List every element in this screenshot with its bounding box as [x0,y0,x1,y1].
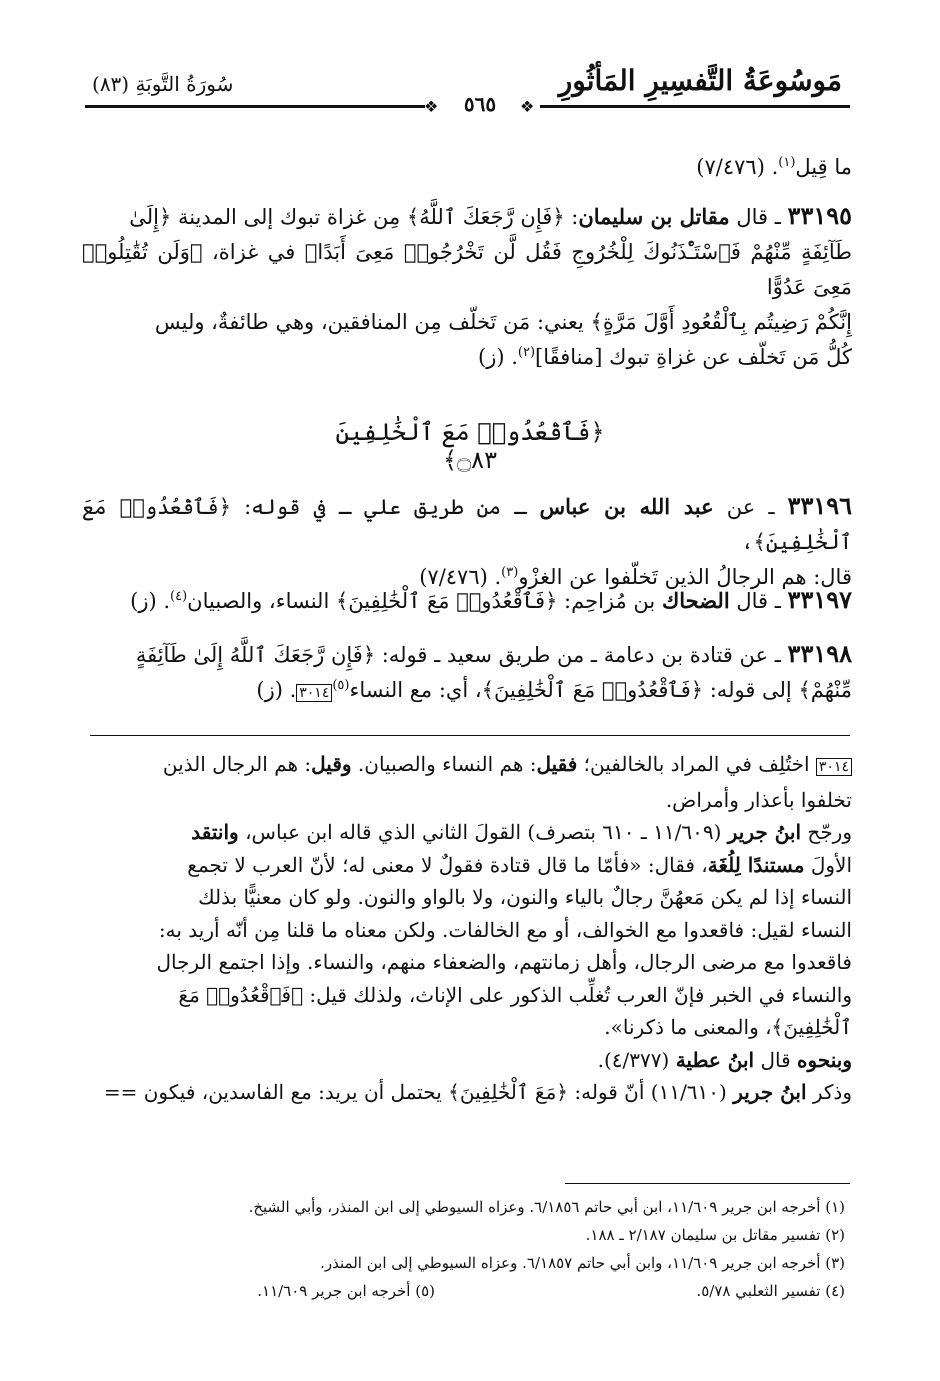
footnote-2: (٢) تفسير مقاتل بن سليمان ٢/١٨٧ ـ ١٨٨. [585,1226,845,1244]
narration-33195: ٣٣١٩٥ ـ قال مقاتل بن سليمان: ﴿فَإِن رَّجَعَكَ ٱللَّهُ﴾ مِن غزاة تبوك إلى المدينة ﴿إِلَىٰ طَآئِفَةٍ مِّنْهُمْ فَٱسْتَـْٔذَنُوكَ لِلْخُرُوجِ فَقُل لَّن تَخْرُجُوا۟ مَعِىَ أَبَدًا﴾ في غزاة، ﴿وَلَن تُقَٰتِلُوا۟ مَعِىَ عَدُوًّا إِنَّكُمْ رَضِيتُم بِٱلْقُعُودِ أَوَّلَ مَرَّةٍ﴾ يعني: مَن تَخلّف مِن المنافقين، وهي طائفةٌ، وليس كُلُّ مَن تَخلّف عن غزاةِ تبوك [منافقًا]$^{(٢)}$. (ز) [82,201,852,369]
cross-reference-box: ٣٠١٤ [816,758,852,776]
narrator-name: الضحاك [661,588,730,613]
book-title: مَوسُوعَةُ التَّفسِيرِ المَأثُورِ [558,64,842,97]
footnote-4: (٤) تفسير الثعلبي ٥/٧٨. [696,1282,845,1300]
footnote-separator [565,1183,850,1184]
footnote-3: (٣) أخرجه ابن جرير ١١/٦٠٩، وابن أبي حاتم ٦/١٨٥٧. وعزاه السيوطي إلى ابن المنذر. [320,1254,845,1272]
footnotes [85,1193,845,1305]
footnote-5: (٥) أخرجه ابن جرير ١١/٦٠٩. [257,1282,435,1300]
footnote-ref: (١) [778,155,796,170]
surah-title: سُورَةُ التَّوبَةِ (٨٣) [92,72,234,96]
paragraph-continuation: ما قِيل$^{(١)}$. (٧/٤٧٦) [696,155,852,179]
narration-33197: ٣٣١٩٧ ـ قال الضحاك بن مُزاحِم: ﴿فَٱقْعُدُوا۟ مَعَ ٱلْخَٰلِفِينَ﴾ النساء، والصبيان$^{(٤)}$. (ز) [130,585,852,614]
narrator-name: مقاتل بن سليمان [578,204,730,229]
verse-heading: ﴿فَٱقْعُدُوا۟ مَعَ ٱلْخَٰلِفِينَ ۝٨٣﴾ [335,418,605,474]
narrator-name: عبد الله بن عباس [539,494,714,519]
narration-number: ٣٣١٩٦ [787,491,852,520]
narration-33196: ٣٣١٩٦ ـ عن عبد الله بن عباس ـ من طريق علي ـ في قوله: ﴿فَٱقْعُدُوا۟ مَعَ ٱلْخَٰلِفِينَ﴾، قال: هم الرجالُ الذين تَخلّفوا عن الغزْو$^{(٣)}$. (٧/٤٧٦) [82,491,852,589]
narration-number: ٣٣١٩٥ [787,201,852,230]
footnote-row-4-5 [85,1277,845,1305]
footnote-ref: (٤) [170,589,188,604]
page-number: ٥٦٥ [463,92,497,116]
ornament-icon: ❖ [520,97,535,116]
ornament-icon: ❖ [424,97,439,116]
note-separator [90,735,850,736]
header-rule-left [85,105,425,108]
narration-33198: ٣٣١٩٨ ـ عن قتادة بن دعامة ـ من طريق سعيد ـ قوله: ﴿فَإِن رَّجَعَكَ ٱللَّهُ إِلَىٰ طَآئِفَةٍ مِّنْهُمْ﴾ إلى قوله: ﴿فَٱقْعُدُوا۟ مَعَ ٱلْخَٰلِفِينَ﴾، أي: مع النساء$^{(٥)}$٣٠١٤. (ز) [135,639,852,702]
footnote-ref: (٣) [501,565,519,580]
footnote-ref: (٥) [332,678,350,693]
footnote-1: (١) أخرجه ابن جرير ١١/٦٠٩، ابن أبي حاتم ٦/١٨٥٦. وعزاه السيوطي إلى ابن المنذر، وأبي الشيخ. [248,1198,845,1216]
cross-reference-box: ٣٠١٤ [296,684,332,702]
commentary-note: ٣٠١٤ اختُلِف في المراد بالخالفين؛ فقيل: هم النساء والصبيان. وقيل: هم الرجال الذين تخلفوا بأعذار وأمراض. ورجّح ابنُ جرير (١١/٦٠٩ ـ ٦١٠ بتصرف) القولَ الثاني الذي قاله ابن عباس، وانتقد الأولَ مستندًا لِلُغَة، فقال: «فأمّا ما قال قتادة فقولٌ لا معنى له؛ لأنّ العرب لا تجمع النساء إذا لم يكن مَعهُنَّ رجالٌ بالياء والنون، ولا بالواو والنون. ولو كان معنيًّا بذلك النساء لقيل: فاقعدوا مع الخوالف، أو مع الخالفات. ولكن معناه ما قلنا مِن أنّه أريد به: فاقعدوا مع مرضى الرجال، وأهل زمانتهم، والضعفاء منهم، والنساء. وإذا اجتمع الرجال والنساء في الخبر فإنّ العرب تُغلِّب الذكور على الإناث، ولذلك قيل: ﴿فَٱقْعُدُوا۟ مَعَ ٱلْخَٰلِفِينَ﴾، والمعنى ما ذكرنا». وبنحوه قال ابنُ عطية (٤/٣٧٧). وذكر ابنُ جرير (١١/٦١٠) أنّ قوله: ﴿مَعَ ٱلْخَٰلِفِينَ﴾ يحتمل أن يريد: مع الفاسدين، فيكون == [103,752,852,1104]
header-rule-right [540,105,850,108]
narration-number: ٣٣١٩٨ [787,639,852,668]
narration-number: ٣٣١٩٧ [787,585,852,614]
footnote-ref: (٢) [517,345,536,360]
